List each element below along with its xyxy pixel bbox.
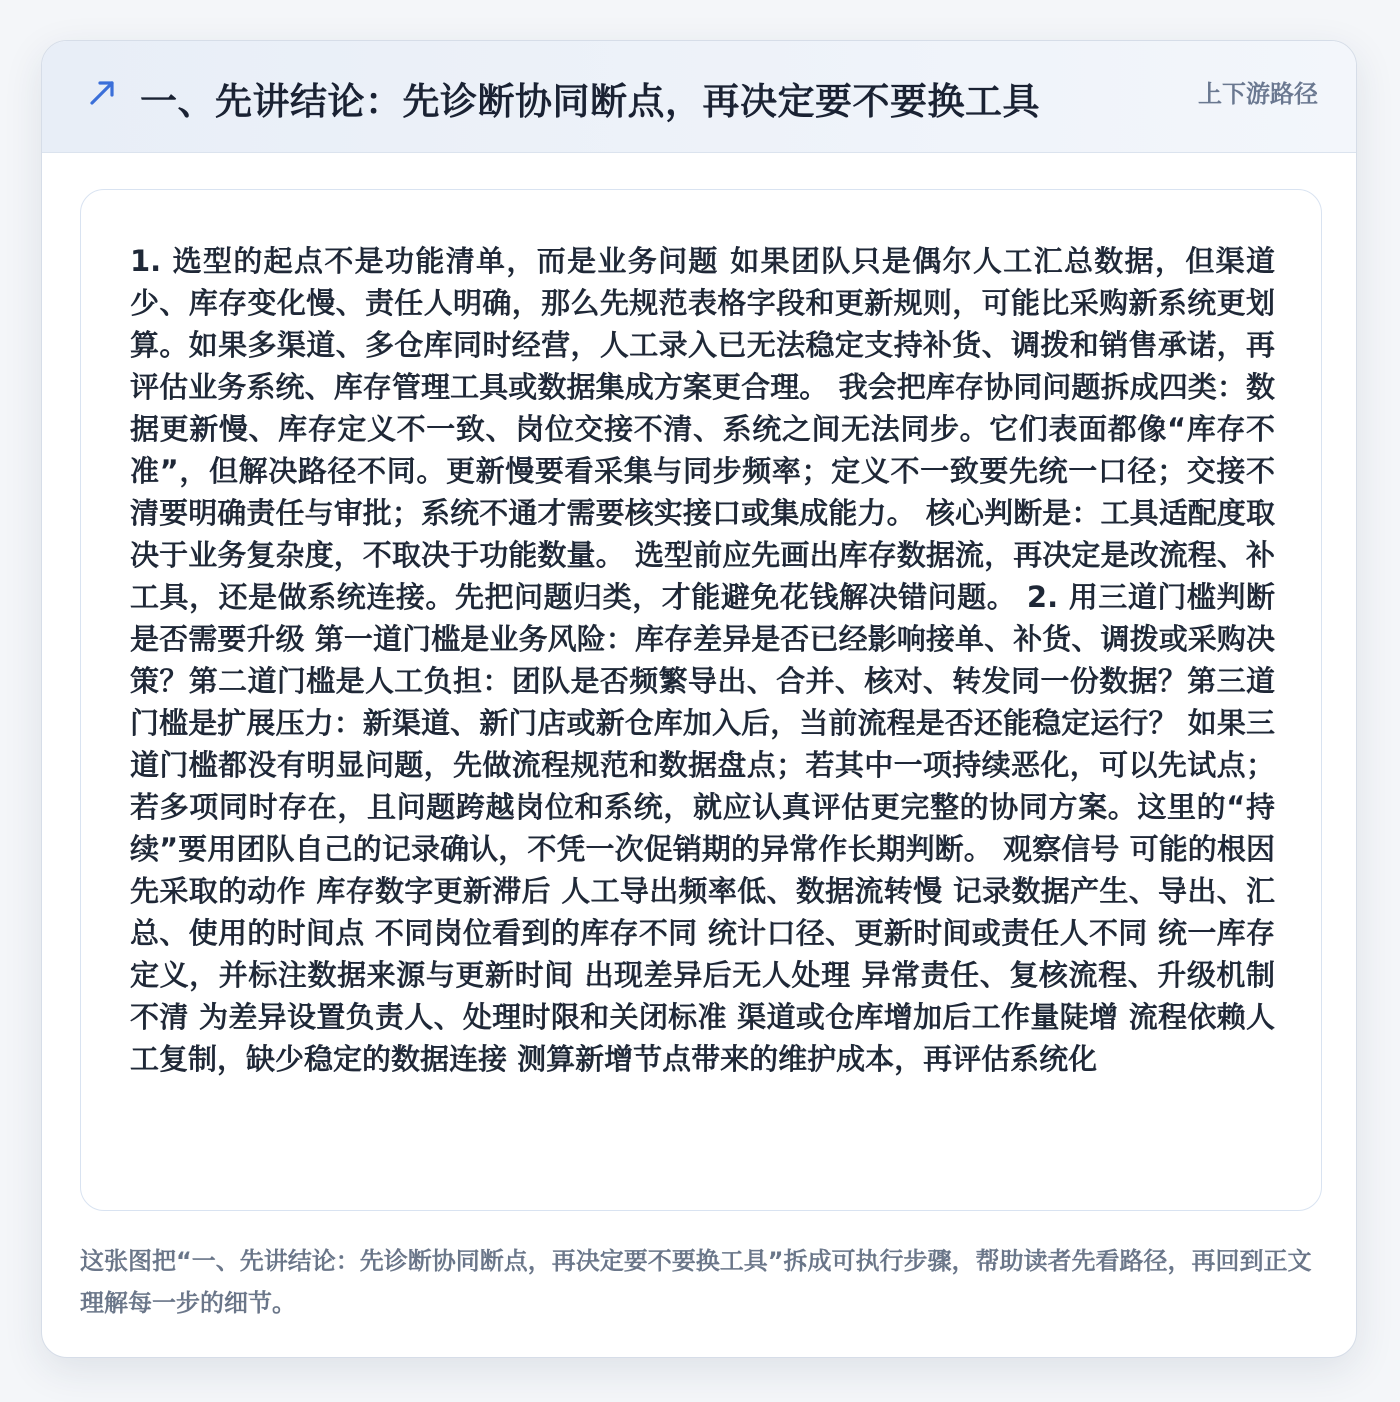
page-title: 一、先讲结论：先诊断协同断点，再决定要不要换工具 bbox=[140, 80, 1040, 123]
arrow-up-right-icon bbox=[86, 75, 120, 109]
body-text: 1. 选型的起点不是功能清单，而是业务问题 如果团队只是偶尔人工汇总数据，但渠道少、库存变化慢、责任人明确，那么先规范表格字段和更新规则，可能比采购新系统更划算。如果多渠道、多仓库同时经营，人工录入已无法稳定支持补货、调拨和销售承诺，再评估业务系统、库存管理工具或数据集成方案更合理。 我会把库存协同问题拆成四类：数据更新慢、库存定义不一致、岗位交接不清、系统之间无法同步。它们表面都像“库存不准”，但解决路径不同。更新慢要看采集与同步频率；定义不一致要先统一口径；交接不清要明确责任与审批；系统不通才需要核实接口或集成能力。 核心判断是：工具适配度取决于业务复杂度，不取决于功能数量。 选型前应先画出库存数据流，再决定是改流程、补工具，还是做系统连接。先把问题归类，才能避免花钱解决错问题。 2. 用三道门槛判断是否需要升级 第一道门槛是业务风险：库存差异是否已经影响接单、补货、调拨或采购决策？第二道门槛是人工负担：团队是否频繁导出、合并、核对、转发同一份数据？第三道门槛是扩展压力：新渠道、新门店或新仓库加入后，当前流程是否还能稳定运行？ 如果三道门槛都没有明显问题，先做流程规范和数据盘点；若其中一项持续恶化，可以先试点；若多项同时存在，且问题跨越岗位和系统，就应认真评估更完整的协同方案。这里的“持续”要用团队自己的记录确认，不凭一次促销期的异常作长期判断。 观察信号 可能的根因 先采取的动作 库存数字更新滞后 人工导出频率低、数据流转慢 记录数据产生、导出、汇总、使用的时间点 不同岗位看到的库存不同 统计口径、更新时间或责任人不同 统一库存定义，并标注数据来源与更新时间 出现差异后无人处理 异常责任、复核流程、升级机制不清 为差异设置负责人、处理时限和关闭标准 渠道或仓库增加后工作量陡增 流程依赖人工复制，缺少稳定的数据连接 测算新增节点带来的维护成本，再评估系统化 bbox=[130, 244, 1275, 1076]
content-box bbox=[80, 189, 1322, 1211]
figure-caption: 这张图把“一、先讲结论：先诊断协同断点，再决定要不要换工具”拆成可执行步骤，帮助读者先看路径，再回到正文理解每一步的细节。 bbox=[80, 1247, 1312, 1317]
card-header bbox=[42, 41, 1356, 153]
section-tag: 上下游路径 bbox=[1198, 80, 1318, 108]
article-card bbox=[41, 40, 1357, 1358]
